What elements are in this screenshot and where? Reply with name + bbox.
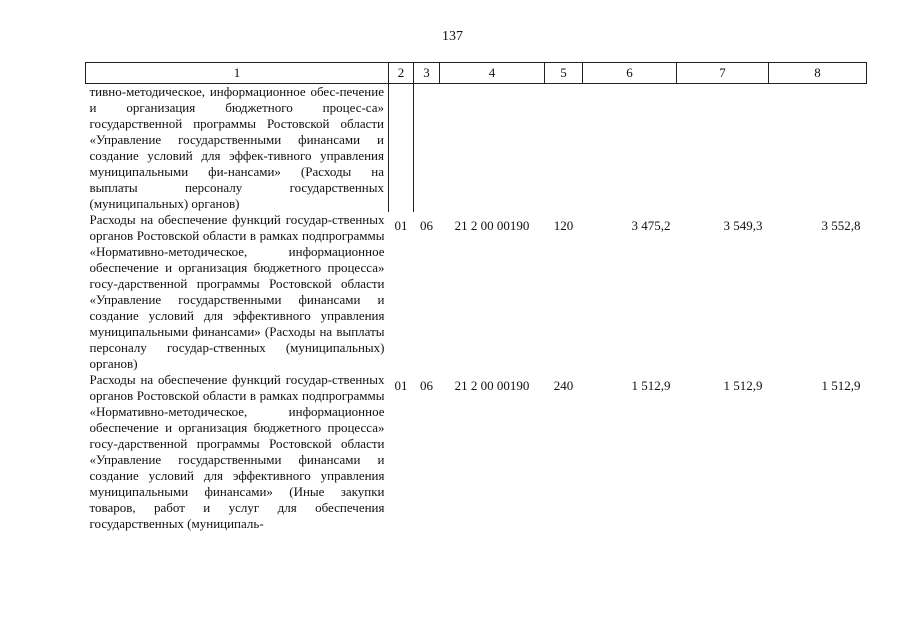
cell-section: 01 [394, 378, 408, 393]
page-number: 137 [442, 29, 463, 44]
header-col-6: 6 [583, 63, 677, 84]
header-row [86, 63, 867, 84]
cell-amount-1 [583, 84, 677, 213]
cell-amount-1: 3 475,2 [631, 218, 671, 233]
table-row [86, 372, 867, 532]
cell-subsection [414, 84, 440, 213]
cell-amount-1: 1 512,9 [631, 378, 671, 393]
header-col-4: 4 [440, 63, 545, 84]
cell-amount-3: 1 512,9 [821, 378, 861, 393]
cell-expense-type: 240 [553, 378, 574, 393]
cell-amount-2 [677, 84, 769, 213]
cell-amount-3 [769, 84, 867, 213]
cell-target-article: 21 2 00 00190 [454, 218, 530, 233]
cell-amount-2: 3 549,3 [723, 218, 763, 233]
cell-expense-type [545, 84, 583, 213]
cell-target-article: 21 2 00 00190 [454, 378, 530, 393]
header-col-2: 2 [389, 63, 414, 84]
cell-subsection: 06 [420, 218, 433, 233]
row-description: Расходы на обеспечение функций государ-ственных органов Ростовской области в рамках подпрограммы «Нормативно-методическое, информационное обеспечение и организация бюджетного процесса» госу-дарственной программы Ростовской области «Управление государственными финансами и создание условий для эффективного управления муниципальными финансами» (Иные закупки товаров, работ и услуг для обеспечения государственных (муниципаль- [89, 372, 385, 531]
row-description: тивно-методическое, информационное обес-печение и организация бюджетного процес-са» государственной программы Ростовской области «Управление государственными финансами и создание условий для эффек-тивного управления муниципальными фи-нансами» (Расходы на выплаты персоналу государственных (муниципальных) органов) [89, 84, 384, 211]
header-col-7: 7 [677, 63, 769, 84]
cell-section: 01 [394, 218, 408, 233]
cell-amount-3: 3 552,8 [821, 218, 861, 233]
table-row [86, 212, 867, 372]
cell-subsection: 06 [420, 378, 433, 393]
header-col-5: 5 [545, 63, 583, 84]
header-col-1: 1 [86, 63, 389, 84]
header-col-8: 8 [769, 63, 867, 84]
header-col-3: 3 [414, 63, 440, 84]
cell-target-article [440, 84, 545, 213]
cell-section [389, 84, 414, 213]
table-row [86, 84, 867, 213]
row-description: Расходы на обеспечение функций государ-ственных органов Ростовской области в рамках подпрограммы «Нормативно-методическое, информационное обеспечение и организация бюджетного процесса» госу-дарственной программы Ростовской области «Управление государственными финансами и создание условий для эффективного управления муниципальными финансами» (Расходы на выплаты персоналу государ-ственных (муниципальных) органов) [89, 212, 385, 371]
budget-table [85, 62, 867, 532]
cell-expense-type: 120 [553, 218, 574, 233]
cell-amount-2: 1 512,9 [723, 378, 763, 393]
